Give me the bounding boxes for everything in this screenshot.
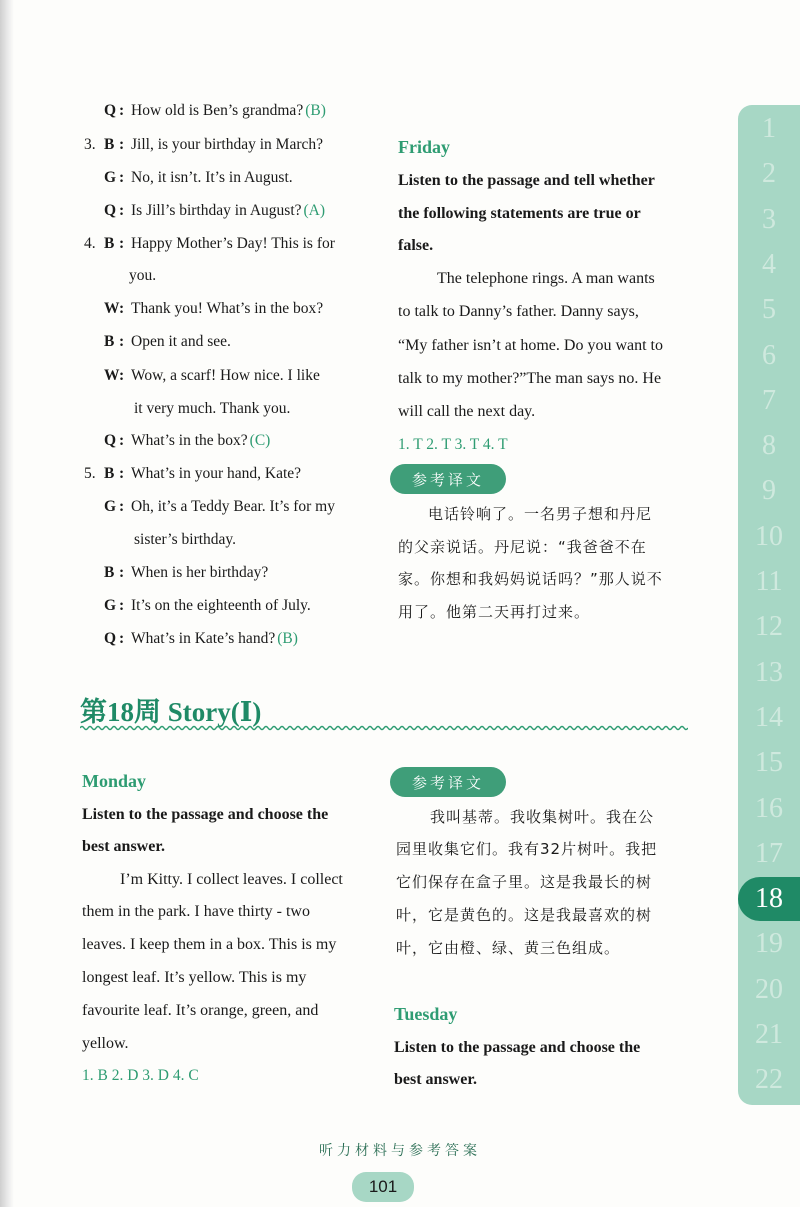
- speaker-colon: :: [119, 102, 125, 119]
- dialogue-text-content: Thank you! What’s in the box?: [131, 300, 324, 317]
- dialogue-text: [131, 169, 293, 187]
- monday-passage-line: longest leaf. It’s yellow. This is my: [82, 969, 307, 986]
- dialogue-text: [131, 136, 323, 154]
- dialogue-text-content: It’s on the eighteenth of July.: [131, 597, 311, 614]
- friday-heading: Friday: [398, 137, 450, 157]
- speaker-colon: :: [119, 498, 125, 515]
- monday-instruction-line: best answer.: [82, 838, 165, 855]
- monday-translation-line: 叶，它是黄色的。这是我最喜欢的树: [396, 906, 653, 924]
- monday-passage-line: yellow.: [82, 1035, 129, 1052]
- monday-translation-line: 园里收集它们。我有32片树叶。我把: [396, 840, 658, 858]
- week-tab-2: 2: [762, 158, 776, 190]
- dialogue-text: [134, 400, 290, 418]
- week-tab-15: 15: [755, 747, 783, 779]
- dialogue-speaker: B: [104, 564, 115, 581]
- monday-answers: 1. B 2. D 3. D 4. C: [82, 1067, 199, 1084]
- dialogue-text-content: Wow, a scarf! How nice. I like: [131, 367, 320, 384]
- dialogue-text-content: No, it isn’t. It’s in August.: [131, 169, 293, 186]
- dialogue-speaker: Q: [104, 630, 117, 647]
- speaker-colon: :: [119, 136, 125, 153]
- dialogue-text: [131, 498, 335, 516]
- week-tab-20: 20: [755, 973, 783, 1005]
- monday-translation-line: 我叫基蒂。我收集树叶。我在公: [430, 808, 655, 826]
- dialogue-text-content: it very much. Thank you.: [134, 400, 291, 417]
- week-tab-14: 14: [755, 701, 783, 733]
- dialogue-answer: (A): [303, 202, 326, 219]
- friday-passage-line: to talk to Danny’s father. Danny says,: [398, 303, 639, 320]
- wavy-divider: [80, 724, 688, 732]
- week-tab-6: 6: [762, 339, 776, 371]
- speaker-colon: :: [119, 597, 125, 614]
- dialogue-speaker: G: [104, 169, 117, 186]
- week-tab-9: 9: [762, 475, 776, 507]
- page-number: 101: [352, 1172, 414, 1202]
- dialogue-speaker: B: [104, 465, 115, 482]
- speaker-colon: :: [119, 202, 125, 219]
- week-tab-7: 7: [762, 384, 776, 416]
- dialogue-speaker: Q: [104, 102, 117, 119]
- monday-passage-line: favourite leaf. It’s orange, green, and: [82, 1002, 319, 1019]
- dialogue-text-content: How old is Ben’s grandma?: [131, 102, 304, 119]
- dialogue-text: [131, 102, 326, 120]
- dialogue-text: [131, 235, 335, 253]
- dialogue-speaker: W: [104, 367, 120, 384]
- dialogue-speaker: W: [104, 300, 120, 317]
- speaker-colon: :: [119, 235, 125, 252]
- reference-translation-tag-2: 参考译文: [390, 767, 506, 797]
- dialogue-answer: (B): [305, 102, 326, 119]
- monday-passage-line: I’m Kitty. I collect leaves. I collect: [120, 871, 343, 888]
- monday-heading: Monday: [82, 771, 147, 791]
- friday-passage-line: talk to my mother?”The man says no. He: [398, 370, 662, 387]
- monday-translation-line: 它们保存在盒子里。这是我最长的树: [396, 873, 653, 891]
- week-tab-21: 21: [755, 1019, 783, 1050]
- week-tab-12: 12: [755, 611, 783, 643]
- friday-passage-line: The telephone rings. A man wants: [437, 270, 655, 287]
- dialogue-text: [131, 597, 311, 615]
- dialogue-text: [131, 202, 325, 220]
- dialogue-answer: (C): [249, 432, 271, 449]
- tuesday-heading: Tuesday: [394, 1004, 458, 1024]
- friday-answers: 1. T 2. T 3. T 4. T: [398, 436, 508, 453]
- speaker-colon: :: [119, 432, 125, 449]
- dialogue-text: [131, 564, 268, 582]
- dialogue-text-content: Is Jill’s birthday in August?: [131, 202, 302, 219]
- friday-translation-line: 用了。他第二天再打过来。: [398, 603, 591, 621]
- friday-translation-line: 家。你想和我妈妈说话吗？”那人说不: [398, 570, 663, 588]
- page-binding-shadow: [0, 0, 14, 1207]
- week-tab-18: 18: [738, 877, 800, 921]
- week-tab-5: 5: [762, 294, 776, 326]
- monday-translation-line: 叶，它由橙、绿、黄三色组成。: [396, 939, 621, 957]
- tuesday-instruction-line: Listen to the passage and choose the: [394, 1039, 641, 1056]
- dialogue-text-content: you.: [129, 267, 157, 284]
- speaker-colon: :: [119, 367, 125, 384]
- dialogue-text-content: sister’s birthday.: [134, 531, 237, 548]
- dialogue-number: 5.: [84, 465, 96, 482]
- week-tab-16: 16: [755, 792, 783, 824]
- dialogue-text: [134, 531, 236, 549]
- dialogue-text-content: When is her birthday?: [131, 564, 269, 581]
- week-tab-11: 11: [755, 566, 783, 597]
- speaker-colon: :: [119, 630, 125, 647]
- dialogue-text-content: What’s in Kate’s hand?: [131, 630, 276, 647]
- friday-passage-line: will call the next day.: [398, 403, 536, 420]
- dialogue-text: [131, 630, 298, 648]
- week-title: 第18周 Story(Ⅰ): [80, 697, 262, 727]
- monday-instruction-line: Listen to the passage and choose the: [82, 806, 329, 823]
- week-tab-22: 22: [755, 1064, 783, 1096]
- week-tab-1: 1: [762, 113, 776, 144]
- dialogue-speaker: G: [104, 498, 117, 515]
- week-tab-19: 19: [755, 928, 783, 960]
- dialogue-speaker: Q: [104, 202, 117, 219]
- dialogue-text-content: What’s in the box?: [131, 432, 248, 449]
- dialogue-text-content: Happy Mother’s Day! This is for: [131, 235, 335, 252]
- dialogue-text-content: Jill, is your birthday in March?: [131, 136, 323, 153]
- week-tab-4: 4: [762, 248, 776, 280]
- dialogue-text-content: What’s in your hand, Kate?: [131, 465, 302, 482]
- speaker-colon: :: [119, 169, 125, 186]
- dialogue-text: [131, 367, 320, 385]
- tuesday-instruction-line: best answer.: [394, 1071, 477, 1088]
- dialogue-number: 3.: [84, 136, 96, 153]
- friday-instruction-line: the following statements are true or: [398, 205, 641, 222]
- friday-translation-line: 电话铃响了。一名男子想和丹尼: [428, 505, 653, 523]
- week-tab-17: 17: [755, 837, 783, 869]
- dialogue-text-content: Open it and see.: [131, 333, 231, 350]
- dialogue-answer: (B): [277, 630, 298, 647]
- speaker-colon: :: [119, 300, 125, 317]
- dialogue-speaker: B: [104, 136, 115, 153]
- speaker-colon: :: [119, 564, 125, 581]
- monday-passage-line: them in the park. I have thirty - two: [82, 903, 310, 920]
- dialogue-speaker: B: [104, 235, 115, 252]
- footer-title: 听力材料与参考答案: [319, 1143, 481, 1159]
- dialogue-text: [131, 465, 301, 483]
- week-tab-8: 8: [762, 430, 776, 462]
- dialogue-text: [131, 300, 323, 318]
- monday-passage-line: leaves. I keep them in a box. This is my: [82, 936, 337, 953]
- dialogue-speaker: G: [104, 597, 117, 614]
- dialogue-speaker: Q: [104, 432, 117, 449]
- dialogue-speaker: B: [104, 333, 115, 350]
- speaker-colon: :: [119, 333, 125, 350]
- dialogue-text: [131, 432, 270, 450]
- friday-passage-line: “My father isn’t at home. Do you want to: [398, 337, 663, 354]
- reference-translation-tag: 参考译文: [390, 464, 506, 494]
- dialogue-text: [131, 333, 231, 351]
- dialogue-text: [129, 267, 156, 285]
- friday-translation-line: 的父亲说话。丹尼说：“我爸爸不在: [398, 538, 647, 556]
- speaker-colon: :: [119, 465, 125, 482]
- friday-instruction-line: Listen to the passage and tell whether: [398, 172, 655, 189]
- week-tab-3: 3: [762, 203, 776, 235]
- week-tab-10: 10: [755, 520, 783, 552]
- dialogue-number: 4.: [84, 235, 96, 252]
- week-tab-13: 13: [755, 656, 783, 688]
- friday-instruction-line: false.: [398, 237, 434, 254]
- dialogue-text-content: Oh, it’s a Teddy Bear. It’s for my: [131, 498, 335, 515]
